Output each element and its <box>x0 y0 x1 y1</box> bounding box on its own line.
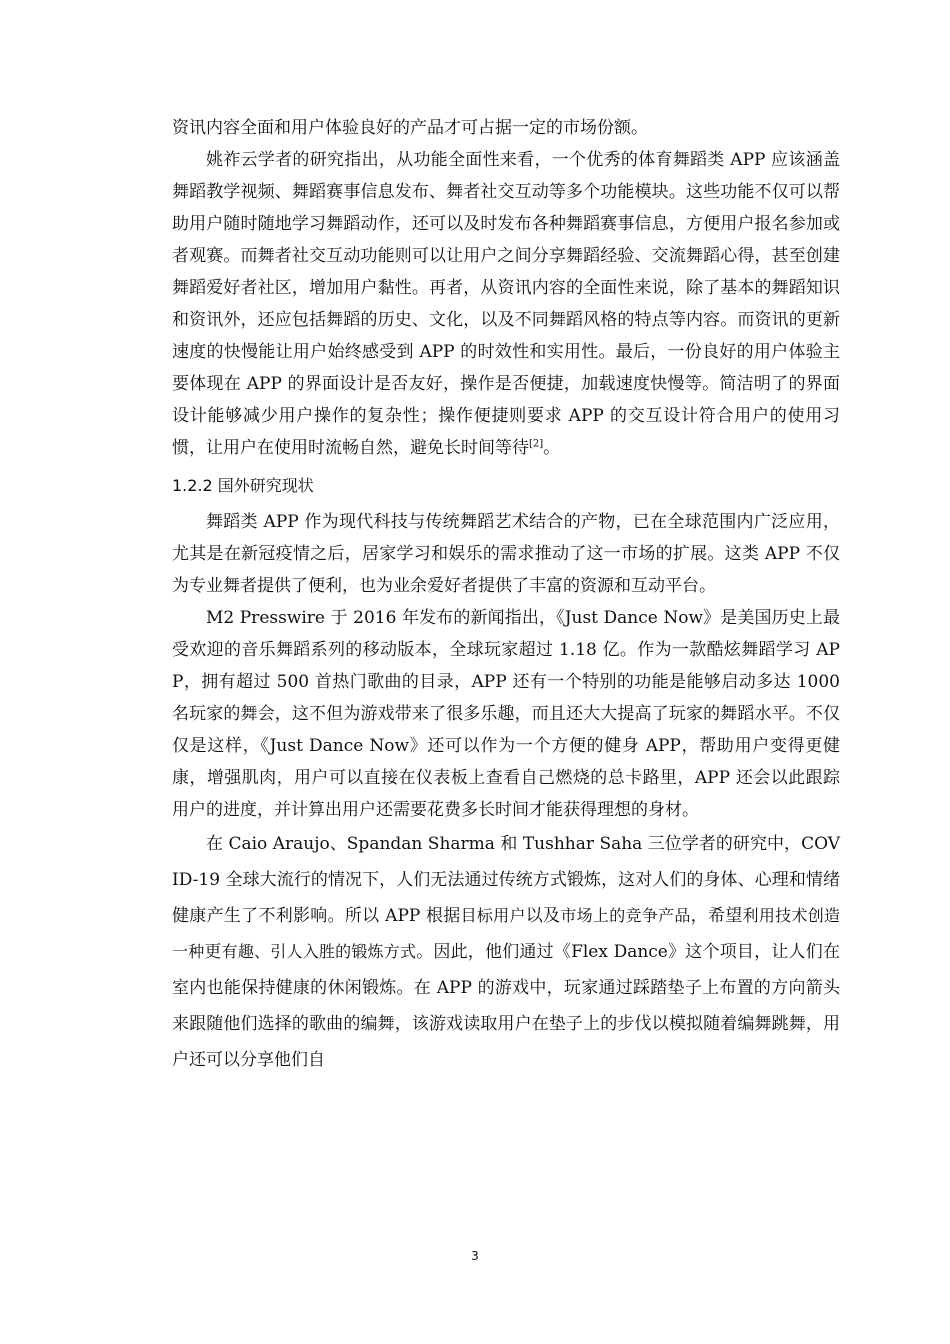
paragraph-dance-app-overview: 舞蹈类 APP 作为现代科技与传统舞蹈艺术结合的产物，已在全球范围内广泛应用，尤其是在新冠疫情之后，居家学习和娱乐的需求推动了这一市场的扩展。这类 APP 不仅为专业舞者提供了便利，也为业余爱好者提供了丰富的资源和互动平台。 <box>172 512 840 596</box>
paragraph-text: 姚祚云学者的研究指出，从功能全面性来看，一个优秀的体育舞蹈类 APP 应该涵盖舞蹈教学视频、舞蹈赛事信息发布、舞者社交互动等多个功能模块。这些功能不仅可以帮助用户随时随地学习舞蹈动作，还可以及时发布各种舞蹈赛事信息，方便用户报名参加或者观赛。而舞者社交互动功能则可以让用户之间分享舞蹈经验、交流舞蹈心得，甚至创建舞蹈爱好者社区，增加用户黏性。再者，从资讯内容的全面性来说，除了基本的舞蹈知识和资讯外，还应包括舞蹈的历史、文化，以及不同舞蹈风格的特点等内容。而资讯的更新速度的快慢能让用户始终感受到 APP 的时效性和实用性。最后，一份良好的用户体验主要体现在 APP 的界面设计是否友好，操作是否便捷，加载速度快慢等。简洁明了的界面设计能够减少用户操作的复杂性；操作便捷则要求 APP 的交互设计符合用户的使用习惯，让用户在使用时流畅自然，避免长时间等待 <box>172 150 840 458</box>
paragraph-continued: 资讯内容全面和用户体验良好的产品才可占据一定的市场份额。 <box>172 118 648 138</box>
emphasis-technology: 利用技术创造一种 <box>172 906 840 961</box>
emphasis-target-users: 目标用户 <box>460 906 526 925</box>
emphasis-competitors: 市场上的竞争产品 <box>560 906 691 925</box>
paragraph-end: 。 <box>543 438 561 458</box>
paragraph-text: ，希望 <box>690 906 743 926</box>
paragraph-just-dance-now: M2 Presswire 于 2016 年发布的新闻指出，《Just Dance Now》是美国历史上最受欢迎的音乐舞蹈系列的移动版本，全球玩家超过 1.18 亿。作为一款酷炫舞蹈学习 APP，拥有超过 500 首热门歌曲的目录，APP 还有一个特别的功能是能够启动多达 1000 名玩家的舞会，这不但为游戏带来了很多乐趣，而且还大大提高了玩家的舞蹈水平。不仅仅是这样，《Just Dance Now》还可以作为一个方便的健身 APP，帮助用户变得更健康，增强肌肉，用户可以直接在仪表板上查看自己燃烧的总卡路里，APP 还会以此跟踪用户的进度，并计算出用户还需要花费多长时间才能获得理想的身材。 <box>172 608 840 820</box>
paragraph-text: 以及 <box>525 906 561 926</box>
paragraph-flex-dance <box>172 826 840 1078</box>
paragraph-text: 在 Caio Araujo、Spandan Sharma 和 Tushhar Saha 三位学者的研究中，COVID-19 全球大流行的情况下，人们无法通过传统方式锻炼，这对人们的身体、心理和情绪健康产生了不利影响。所以 APP 根据 <box>172 834 840 926</box>
body-text <box>172 112 840 1078</box>
section-heading: 1.2.2 国外研究现状 <box>172 476 314 495</box>
emphasis-exercise-method: 有趣、引人入胜的锻炼方式 <box>221 942 417 961</box>
page-number: 3 <box>471 1249 479 1263</box>
paragraph-text: 更 <box>204 942 222 962</box>
citation-mark: [2] <box>529 438 544 450</box>
paragraph-yao-research <box>172 144 840 464</box>
paragraph-text: 。因此，他们通过《Flex Dance》这个项目，让人们在室内也能保持健康的休闲锻炼。在 APP 的游戏中，玩家通过踩踏垫子上布置的方向箭头来跟随他们选择的歌曲的编舞，该游戏读取用户在垫子上的步伐以模拟随着编舞跳舞，用户还可以分享他们自 <box>172 942 840 1070</box>
